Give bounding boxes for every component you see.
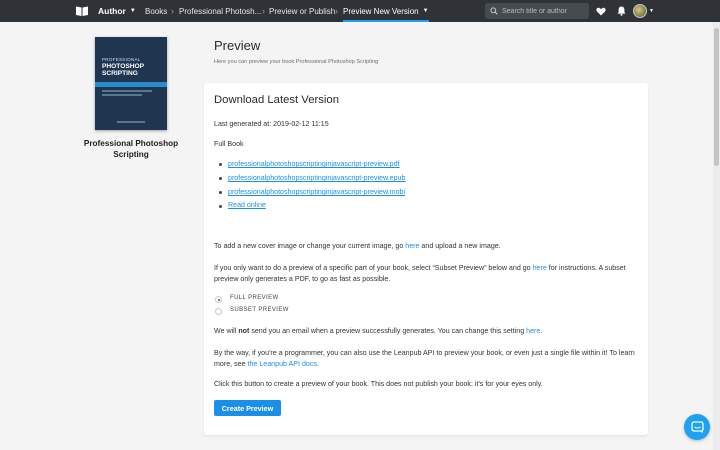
cover-line-2: PHOTOSHOP SCRIPTING — [102, 63, 144, 77]
book-title[interactable]: Professional Photoshop Scripting — [83, 139, 179, 159]
subset-preview-label[interactable]: SUBSET PREVIEW — [230, 307, 289, 313]
leanpub-api-docs-link[interactable]: the Leanpub API docs — [247, 360, 317, 368]
cover-instructions — [214, 241, 640, 252]
create-preview-instructions: Click this button to create a preview of your book. This does not publish your book: it's for your eyes only. — [214, 380, 543, 388]
breadcrumb-preview-or-publish[interactable]: Preview or Publish — [269, 6, 336, 16]
chevron-right-icon: › — [262, 6, 265, 16]
cover-text-after: and upload a new image. — [419, 242, 501, 250]
page-subtitle: Here you can preview your book Professional Photoshop Scripting — [214, 59, 379, 65]
chat-icon — [691, 421, 704, 434]
email-text-2: send you an email when a preview successfully generates. You can change this setting — [249, 327, 527, 335]
download-pdf-link[interactable]: professionalphotoshopscriptinginjavascript-preview.pdf — [228, 160, 400, 168]
last-generated-value: 2019-02-12 11:15 — [273, 120, 329, 128]
full-preview-radio[interactable] — [215, 296, 222, 303]
search-input[interactable] — [502, 8, 586, 15]
read-online-link[interactable]: Read online — [228, 201, 266, 209]
bullet — [219, 163, 222, 166]
download-card — [204, 83, 648, 435]
api-text-after: . — [316, 360, 319, 368]
email-settings-here-link[interactable]: here — [526, 327, 541, 335]
cover-decoration — [117, 121, 145, 123]
chevron-down-icon: ▼ — [129, 8, 136, 14]
avatar[interactable] — [633, 4, 647, 18]
email-text-bold: not — [238, 327, 250, 335]
subset-text-after: for instructions. A subset preview only generates a PDF, to go as fast as possible. — [214, 264, 626, 283]
subset-text-before: If you only want to do a preview of a specific part of your book, select “Subset Preview” below and go — [214, 264, 533, 272]
api-text — [214, 348, 640, 370]
cover-decoration — [102, 90, 152, 92]
last-generated-label: Last generated at: — [214, 120, 274, 128]
search-box[interactable] — [485, 3, 589, 19]
leanpub-book-logo-icon[interactable] — [75, 5, 89, 17]
book-cover-image[interactable] — [95, 37, 167, 130]
full-book-label: Full Book — [214, 140, 244, 148]
heart-icon[interactable] — [594, 4, 608, 18]
breadcrumb-books[interactable]: Books — [145, 6, 168, 16]
subset-instructions — [214, 263, 640, 285]
page-title: Preview — [214, 38, 261, 53]
search-icon — [490, 7, 498, 15]
bell-icon[interactable] — [614, 4, 628, 18]
bullet — [219, 177, 222, 180]
cover-band — [95, 82, 167, 87]
subset-here-link[interactable]: here — [532, 264, 547, 272]
last-generated — [214, 120, 329, 128]
chevron-right-icon: › — [171, 6, 174, 16]
email-text-1: We will — [214, 327, 239, 335]
download-mobi-link[interactable]: professionalphotoshopscriptinginjavascript-preview.mobi — [228, 188, 406, 196]
breadcrumb-preview-new-version[interactable] — [343, 0, 429, 22]
cover-decoration — [102, 94, 142, 96]
top-navigation-bar — [0, 0, 720, 22]
cover-line-1: PROFESSIONAL — [102, 57, 141, 62]
author-menu-label: Author — [98, 6, 126, 16]
scrollbar-thumb[interactable] — [714, 28, 719, 166]
bullet — [219, 191, 222, 194]
chat-support-button[interactable] — [684, 414, 710, 440]
email-text-3: . — [540, 327, 543, 335]
cover-text-before: To add a new cover image or change your current image, go — [214, 242, 406, 250]
subset-preview-radio[interactable] — [215, 308, 222, 315]
full-preview-label[interactable]: FULL PREVIEW — [230, 295, 279, 301]
cover-here-link[interactable]: here — [405, 242, 420, 250]
download-epub-link[interactable]: professionalphotoshopscriptinginjavascript-preview.epub — [228, 174, 406, 182]
page-scrollbar[interactable] — [713, 22, 720, 450]
card-title: Download Latest Version — [214, 94, 339, 106]
author-menu[interactable] — [98, 0, 136, 22]
chevron-down-icon: ▼ — [422, 8, 429, 14]
breadcrumb-preview-new-version-label: Preview New Version — [343, 6, 419, 16]
api-text-before: By the way, if you're a programmer, you can also use the Leanpub API to preview your book, or even just a single file within it! To learn more, see — [214, 349, 635, 368]
create-preview-button[interactable]: Create Preview — [214, 400, 281, 416]
chevron-right-icon: › — [335, 6, 338, 16]
chevron-down-icon[interactable]: ▼ — [649, 8, 654, 14]
email-setting-text — [214, 326, 640, 337]
breadcrumb-book-title[interactable]: Professional Photosh... — [179, 6, 262, 16]
bullet — [219, 205, 222, 208]
